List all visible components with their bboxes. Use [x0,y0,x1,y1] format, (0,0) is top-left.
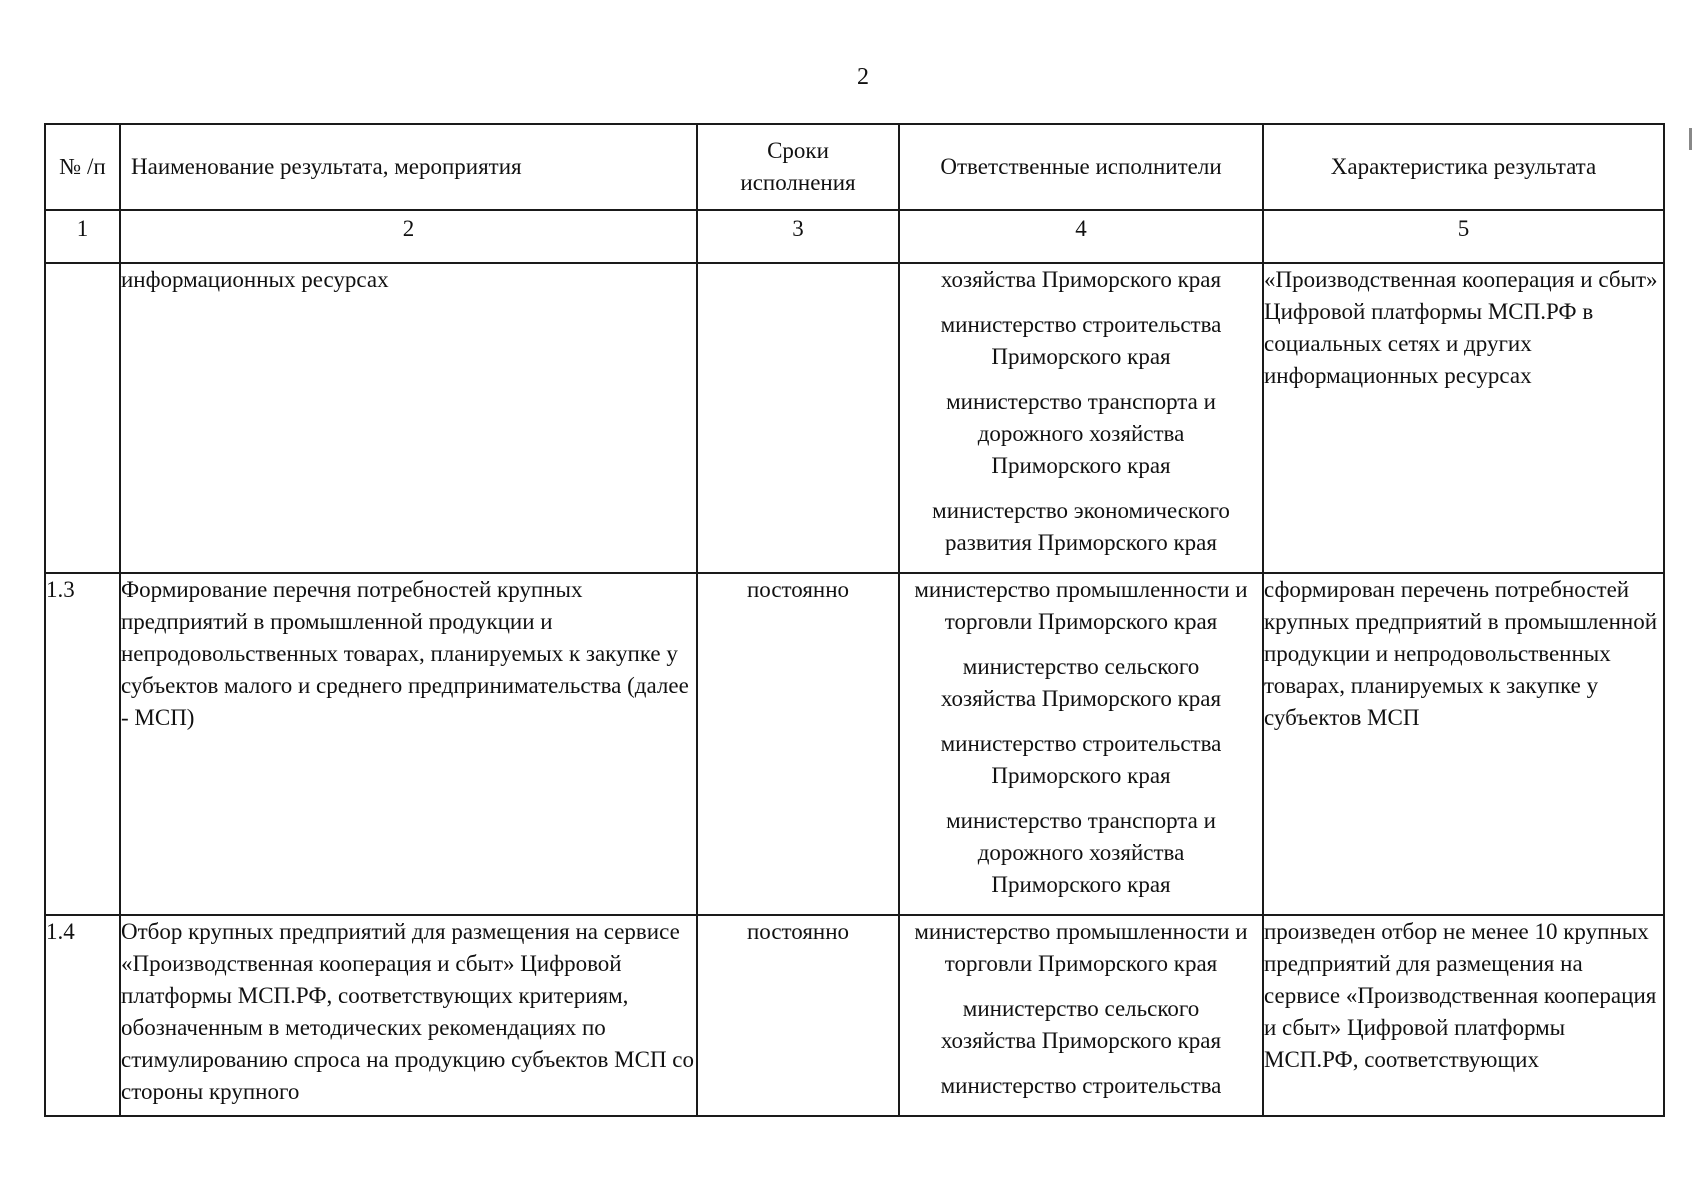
row-responsible [899,263,1263,573]
responsible-item: хозяйства Приморского края [940,267,1222,292]
table-row [45,263,1664,573]
row-term [697,263,899,573]
responsible-item: министерство строительства Приморского края [940,731,1222,788]
header-responsible: Ответственные исполнители [899,124,1263,210]
header-characteristic: Характеристика результата [1263,124,1664,210]
table-header-row [45,124,1664,210]
responsible-item: министерство транспорта и дорожного хозяйства Приморского края [946,389,1216,478]
responsible-item: министерство промышленности и торговли Приморского края [914,919,1248,976]
row-name: Отбор крупных предприятий для размещения на сервисе «Производственная кооперация и сбыт» Цифровой платформы МСП.РФ, соответствующих критериям, обозначенным в методических рекомендациях по стимулированию спроса на продукцию субъектов МСП со стороны крупного [120,915,697,1116]
header-num: № /п [45,124,120,210]
responsible-item: министерство строительства [940,1073,1222,1098]
row-characteristic: произведен отбор не менее 10 крупных предприятий для размещения на сервисе «Производственная кооперация и сбыт» Цифровой платформы МСП.РФ, соответствующих [1263,915,1664,1116]
table-row [45,915,1664,1116]
row-term: постоянно [697,573,899,915]
row-num: 1.4 [45,915,120,1116]
row-term: постоянно [697,915,899,1116]
row-num: 1.3 [45,573,120,915]
row-responsible [899,573,1263,915]
row-name: информационных ресурсах [120,263,697,573]
column-index: 1 [45,210,120,263]
row-characteristic: «Производственная кооперация и сбыт» Цифровой платформы МСП.РФ в социальных сетях и других информационных ресурсах [1263,263,1664,573]
scan-edge-mark [1689,128,1692,150]
header-name: Наименование результата, мероприятия [120,124,697,210]
row-num [45,263,120,573]
row-characteristic: сформирован перечень потребностей крупных предприятий в промышленной продукции и непродовольственных товарах, планируемых к закупке у субъектов МСП [1263,573,1664,915]
table-row [45,573,1664,915]
column-index: 5 [1263,210,1664,263]
header-term: Сроки исполнения [697,124,899,210]
page-number: 2 [857,64,869,90]
responsible-item: министерство сельского хозяйства Приморского края [940,654,1222,711]
row-responsible [899,915,1263,1116]
column-index: 4 [899,210,1263,263]
results-table [44,123,1665,1117]
responsible-item: министерство промышленности и торговли Приморского края [914,577,1248,634]
table-index-row [45,210,1664,263]
responsible-item: министерство транспорта и дорожного хозяйства Приморского края [946,808,1216,897]
responsible-item: министерство строительства Приморского края [940,312,1222,369]
row-name: Формирование перечня потребностей крупных предприятий в промышленной продукции и непродовольственных товарах, планируемых к закупке у субъектов малого и среднего предпринимательства (далее - МСП) [120,573,697,915]
column-index: 2 [120,210,697,263]
column-index: 3 [697,210,899,263]
responsible-item: министерство экономического развития Приморского края [932,498,1230,555]
responsible-item: министерство сельского хозяйства Приморского края [940,996,1222,1053]
